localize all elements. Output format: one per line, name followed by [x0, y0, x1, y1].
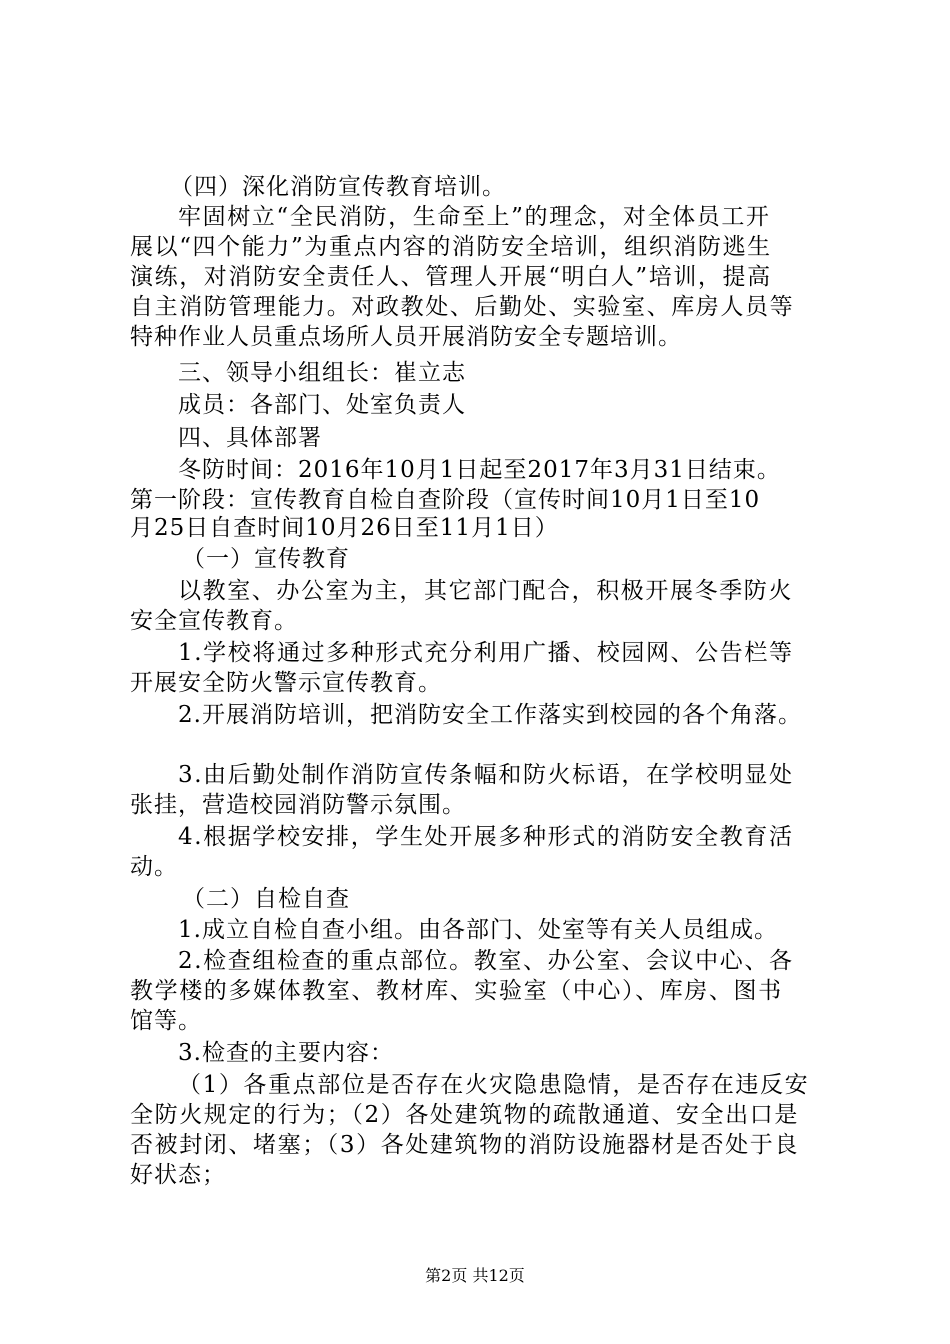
- list-item: 2.开展消防培训，把消防安全工作落实到校园的各个角落。: [178, 702, 802, 728]
- paragraph-line: 特种作业人员重点场所人员开展消防安全专题培训。: [130, 324, 682, 350]
- paragraph-line: 冬防时间：2016年10月1日起至2017年3月31日结束。: [178, 457, 781, 483]
- section-heading: 四、具体部署: [178, 425, 322, 451]
- section-heading: 三、领导小组组长：崔立志: [178, 360, 466, 386]
- paragraph-line: 演练，对消防安全责任人、管理人开展“明白人”培训，提高: [130, 264, 772, 290]
- list-item: 4.根据学校安排，学生处开展多种形式的消防安全教育活: [178, 824, 794, 850]
- paragraph-line: 以教室、办公室为主，其它部门配合，积极开展冬季防火: [178, 578, 793, 604]
- paragraph-line: 自主消防管理能力。对政教处、后勤处、实验室、库房人员等: [130, 294, 795, 320]
- paragraph-line: 成员：各部门、处室负责人: [178, 392, 466, 418]
- paragraph-line: 馆等。: [130, 1008, 202, 1034]
- paragraph-line: 教学楼的多媒体教室、教材库、实验室（中心）、库房、图书: [130, 978, 783, 1004]
- page-number-footer: 第2页 共12页: [425, 1266, 525, 1285]
- paragraph-line: 月25日自查时间10月26日至11月1日）: [130, 515, 559, 541]
- section-heading: （一）宣传教育: [182, 546, 350, 572]
- paragraph-line: 牢固树立“全民消防，生命至上”的理念，对全体员工开: [178, 204, 771, 230]
- paragraph-line: 开展安全防火警示宣传教育。: [130, 670, 442, 696]
- paragraph-line: 张挂，营造校园消防警示氛围。: [130, 792, 466, 818]
- list-item: 1.学校将通过多种形式充分利用广播、校园网、公告栏等: [178, 640, 794, 666]
- paragraph-line: 安全宣传教育。: [130, 608, 298, 634]
- paragraph-line: （1）各重点部位是否存在火灾隐患隐情，是否存在违反安: [178, 1072, 810, 1098]
- paragraph-line: 动。: [130, 854, 178, 880]
- paragraph-line: 好状态；: [130, 1162, 226, 1188]
- list-item: 1.成立自检自查小组。由各部门、处室等有关人员组成。: [178, 917, 778, 943]
- paragraph-line: 全防火规定的行为；（2）各处建筑物的疏散通道、安全出口是: [130, 1102, 799, 1128]
- section-heading: （二）自检自查: [182, 886, 350, 912]
- list-item: 2.检查组检查的重点部位。教室、办公室、会议中心、各: [178, 948, 794, 974]
- section-heading: （四）深化消防宣传教育培训。: [170, 174, 506, 200]
- list-item: 3.由后勤处制作消防宣传条幅和防火标语，在学校明显处: [178, 762, 794, 788]
- paragraph-line: 否被封闭、堵塞；（3）各处建筑物的消防设施器材是否处于良: [130, 1132, 799, 1158]
- paragraph-line: 展以“四个能力”为重点内容的消防安全培训，组织消防逃生: [130, 234, 772, 260]
- paragraph-line: 第一阶段：宣传教育自检自查阶段（宣传时间10月1日至10: [130, 487, 761, 513]
- list-item: 3.检查的主要内容：: [178, 1040, 394, 1066]
